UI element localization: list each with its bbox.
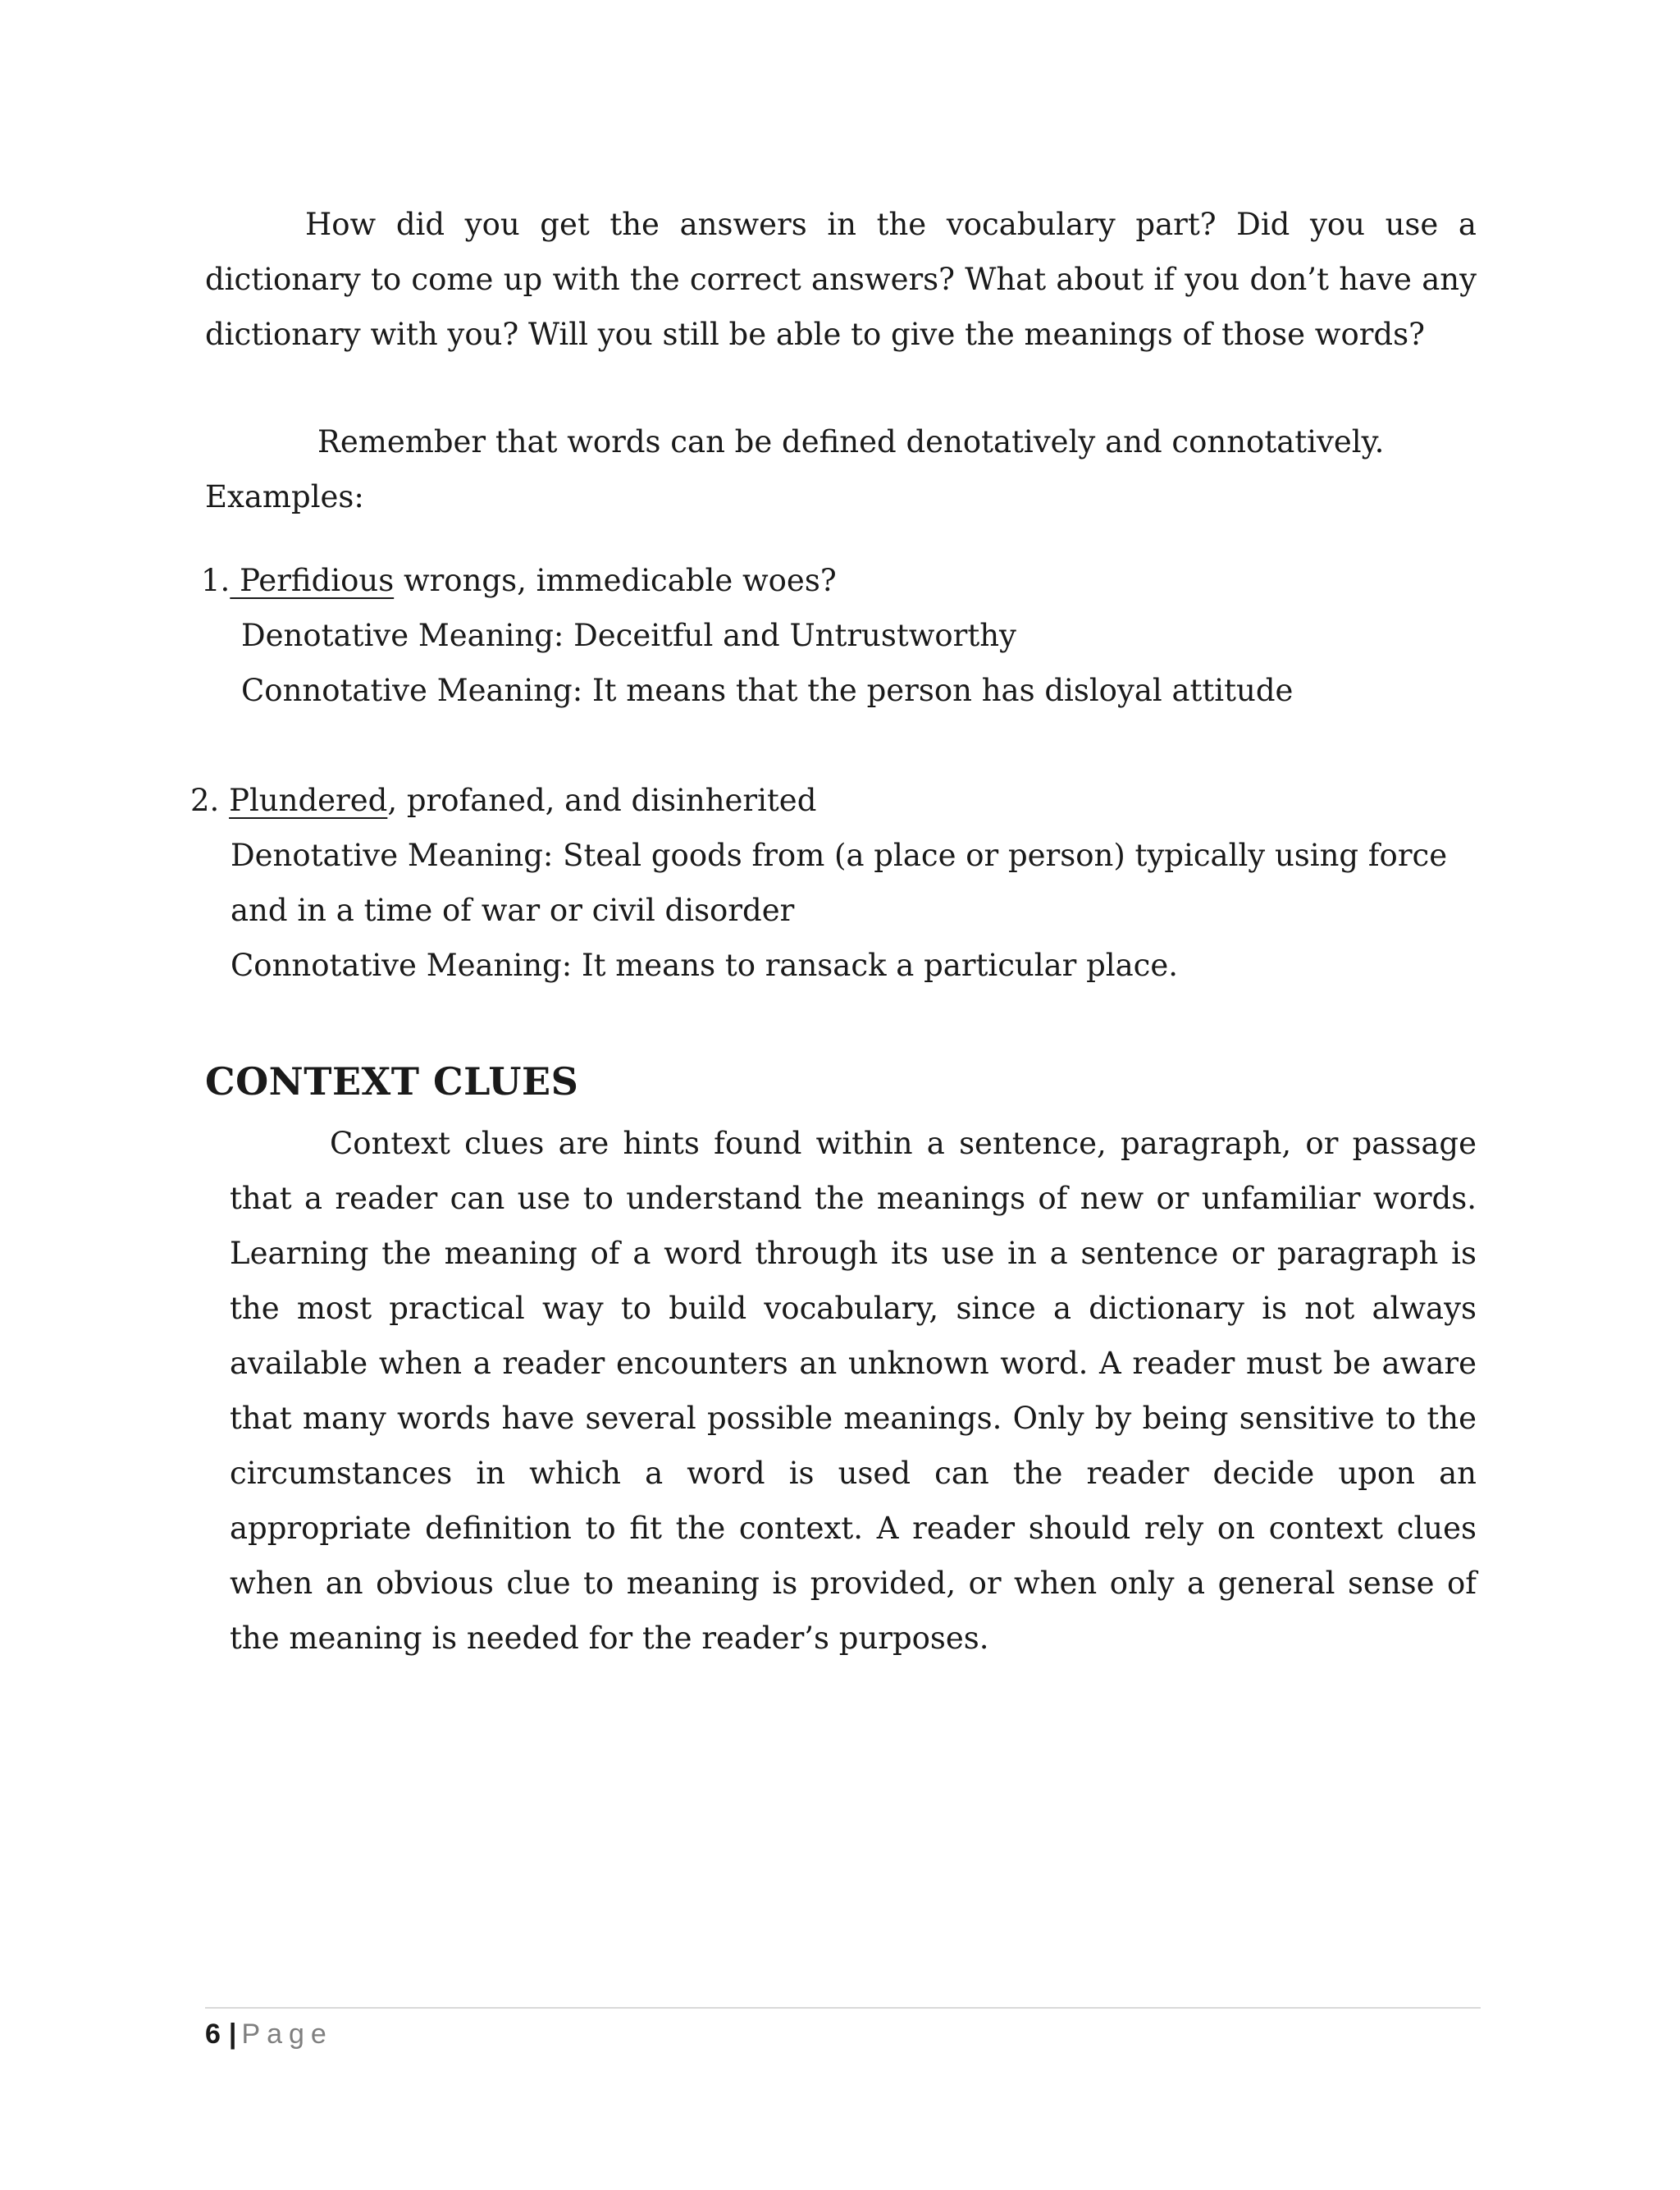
example-2-connotative: Connotative Meaning: It means to ransack a particular place.: [231, 948, 1179, 983]
examples-label: Examples:: [205, 479, 364, 514]
page-footer: [205, 2014, 333, 2055]
context-clues-paragraph: Context clues are hints found within a sentence, paragraph, or passage that a reader can use to understand the meanings of new or unfamiliar words. Learning the meaning of a word through its use in a sentence or paragraph is the most practical way to build vocabulary, since a dictionary is not always available when a reader encounters an unknown word. A reader must be aware that many words have several possible meanings. Only by being sensitive to the circumstances in which a word is used can the reader decide upon an appropriate definition to fit the context. A reader should rely on context clues when an obvious clue to meaning is provided, or when only a general sense of the meaning is needed for the reader’s purposes.: [230, 1126, 1477, 1656]
example-2-denotative-line-2: and in a time of war or civil disorder: [231, 893, 795, 928]
example-1-word: Perfidious: [230, 563, 395, 598]
section-heading: CONTEXT CLUES: [205, 1059, 579, 1104]
example-2-sentence: [190, 773, 816, 828]
example-1-denotative: Denotative Meaning: Deceitful and Untrustworthy: [241, 618, 1016, 653]
example-2-rest: , profaned, and disinherited: [387, 783, 817, 818]
example-2-word: Plundered: [229, 783, 388, 818]
intro-paragraph: How did you get the answers in the vocabulary part? Did you use a dictionary to come up with the correct answers? What about if you don’t have any dictionary with you? Will you still be able to give the meanings of those words?: [205, 207, 1477, 352]
example-1-sentence: [201, 553, 837, 608]
example-2-denotative-line-1: Denotative Meaning: Steal goods from (a place or person) typically using force: [231, 838, 1448, 873]
example-1-connotative: Connotative Meaning: It means that the person has disloyal attitude: [241, 673, 1294, 708]
remember-paragraph: Remember that words can be defined denotatively and connotatively.: [317, 424, 1385, 459]
page-number: 6: [205, 2019, 221, 2050]
example-2-number: 2.: [190, 783, 220, 818]
example-1-number: 1.: [201, 563, 231, 598]
example-1-rest: wrongs, immedicable woes?: [394, 563, 837, 598]
footer-divider: [205, 2007, 1481, 2009]
footer-separator: |: [228, 2019, 237, 2050]
page-label: Page: [241, 2019, 333, 2050]
